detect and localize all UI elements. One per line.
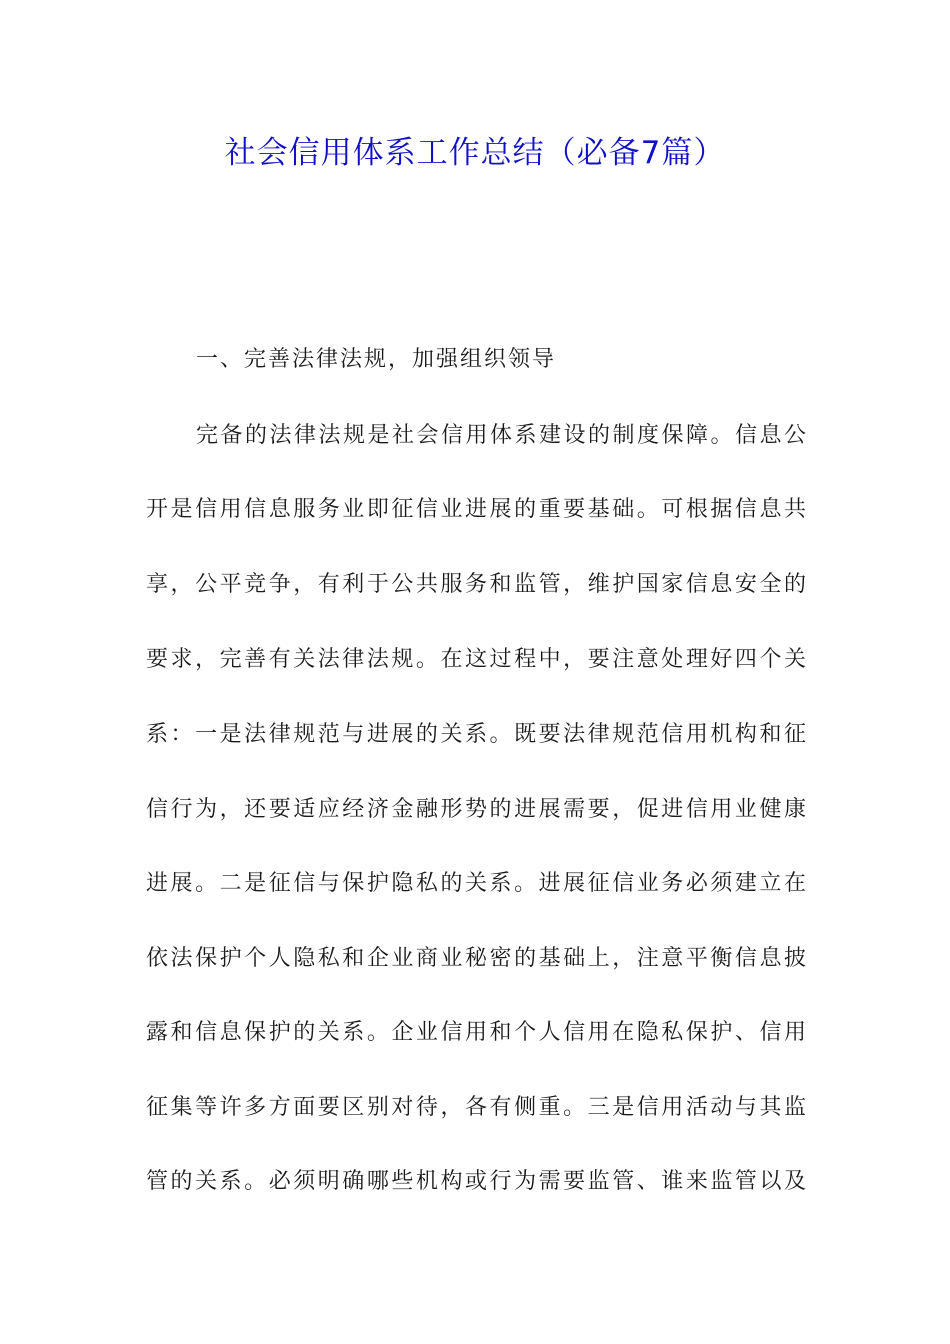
- text-line: 享，公平竞争，有利于公共服务和监管，维护国家信息安全的: [146, 572, 806, 597]
- text-line: 系：一是法律规范与进展的关系。既要法律规范信用机构和征: [146, 722, 806, 747]
- text-line: 开是信用信息服务业即征信业进展的重要基础。可根据信息共: [146, 497, 806, 522]
- text-line: 管的关系。必须明确哪些机构或行为需要监管、谁来监管以及: [146, 1169, 806, 1194]
- text-line: 信行为，还要适应经济金融形势的进展需要，促进信用业健康: [146, 797, 806, 822]
- text-line: 完备的法律法规是社会信用体系建设的制度保障。信息公: [196, 423, 806, 448]
- section-heading: 一、完善法律法规，加强组织领导: [196, 347, 557, 372]
- text-line: 依法保护个人隐私和企业商业秘密的基础上，注意平衡信息披: [146, 946, 806, 971]
- text-line: 要求，完善有关法律法规。在这过程中，要注意处理好四个关: [146, 647, 806, 672]
- text-line: 露和信息保护的关系。企业信用和个人信用在隐私保护、信用: [146, 1020, 806, 1045]
- text-line: 进展。二是征信与保护隐私的关系。进展征信业务必须建立在: [146, 871, 806, 896]
- document-title: 社会信用体系工作总结（必备7篇）: [224, 135, 726, 171]
- text-line: 征集等许多方面要区别对待，各有侧重。三是信用活动与其监: [146, 1095, 806, 1120]
